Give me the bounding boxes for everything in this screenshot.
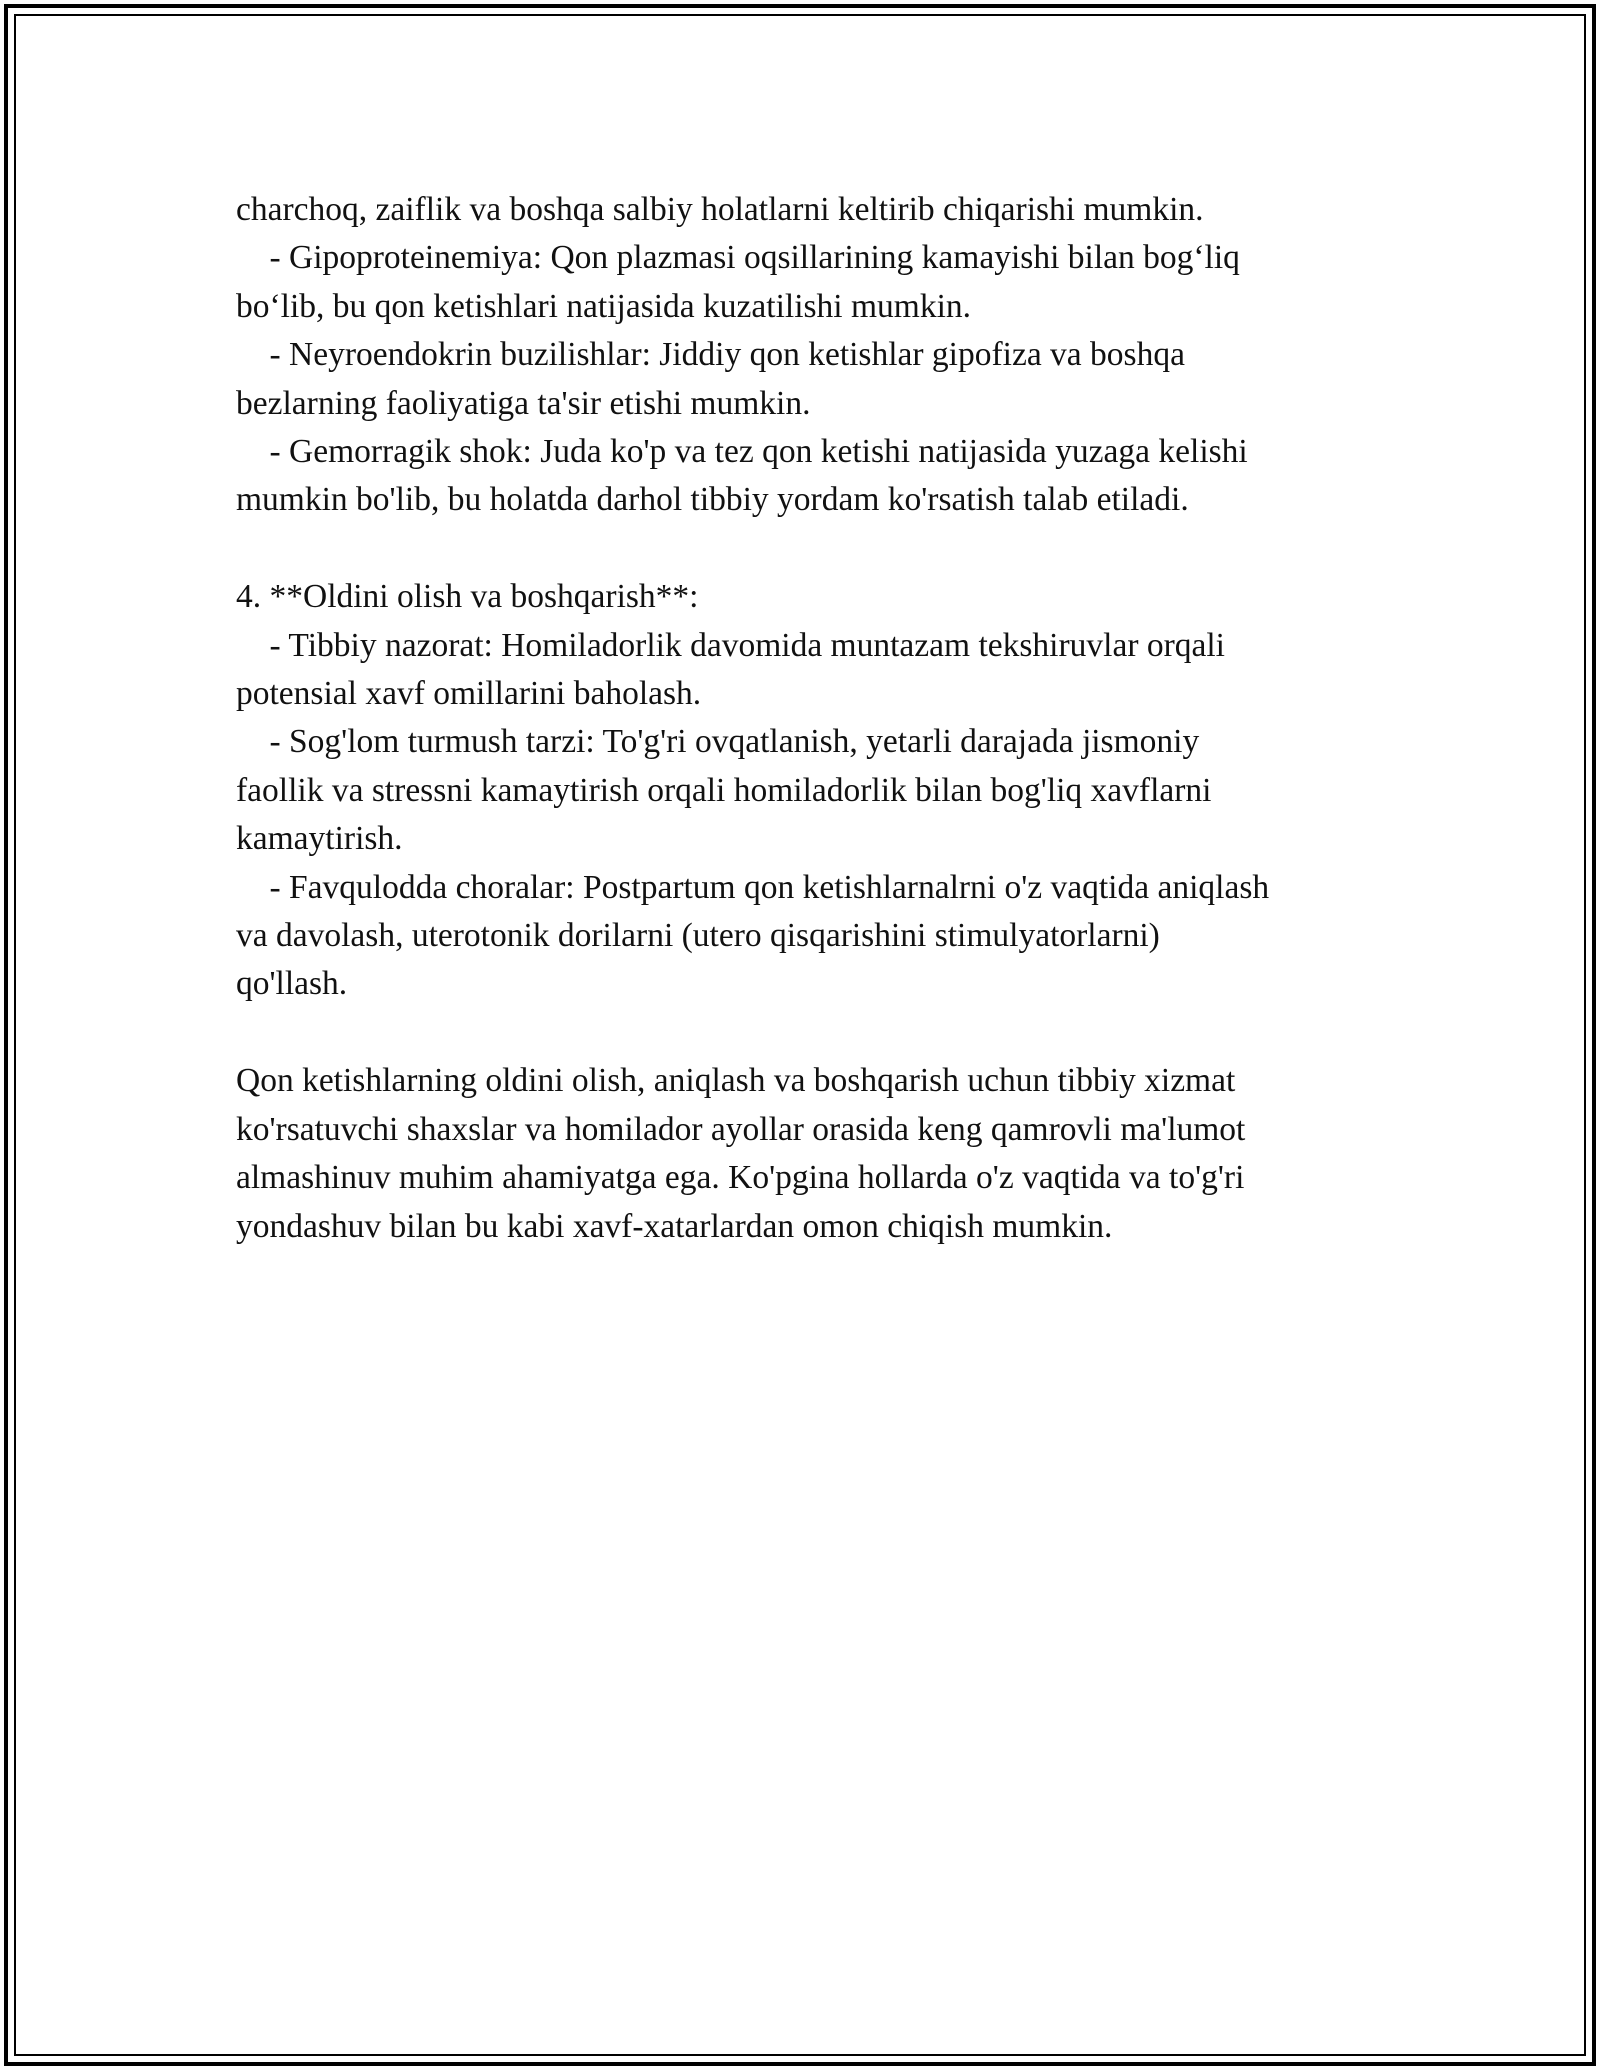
text-line: ko'rsatuvchi shaxslar va homilador ayollar orasida keng qamrovli ma'lumot xyxy=(236,1110,1246,1148)
text-line: va davolash, uterotonik dorilarni (utero qisqarishini stimulyatorlarni) xyxy=(236,917,1160,955)
text-line: - Neyroendokrin buzilishlar: Jiddiy qon ketishlar gipofiza va boshqa xyxy=(236,336,1185,374)
text-line: mumkin bo'lib, bu holatda darhol tibbiy yordam ko'rsatish talab etiladi. xyxy=(236,481,1189,519)
section-heading: 4. **Oldini olish va boshqarish**: xyxy=(236,578,699,616)
blank-line xyxy=(236,1009,1396,1057)
text-line: kamaytirish. xyxy=(236,820,403,858)
text-line: Qon ketishlarning oldini olish, aniqlash va boshqarish uchun tibbiy xizmat xyxy=(236,1062,1236,1100)
text-line: - Tibbiy nazorat: Homiladorlik davomida muntazam tekshiruvlar orqali xyxy=(236,626,1225,664)
text-line: - Sog'lom turmush tarzi: To'g'ri ovqatlanish, yetarli darajada jismoniy xyxy=(236,723,1200,761)
text-line: bo‘lib, bu qon ketishlari natijasida kuzatilishi mumkin. xyxy=(236,287,972,325)
text-line: qo'llash. xyxy=(236,965,348,1003)
text-line: charchoq, zaiflik va boshqa salbiy holatlarni keltirib chiqarishi mumkin. xyxy=(236,191,1204,228)
blank-line xyxy=(236,525,1396,573)
document-body xyxy=(236,186,1396,1251)
text-line: faollik va stressni kamaytirish orqali homiladorlik bilan bog'liq xavflarni xyxy=(236,771,1212,809)
text-line: bezlarning faoliyatiga ta'sir etishi mumkin. xyxy=(236,384,811,422)
text-line: - Gemorragik shok: Juda ko'p va tez qon ketishi natijasida yuzaga kelishi xyxy=(236,433,1248,471)
text-line: yondashuv bilan bu kabi xavf-xatarlardan omon chiqish mumkin. xyxy=(236,1207,1113,1245)
text-line: almashinuv muhim ahamiyatga ega. Ko'pgina hollarda o'z vaqtida va to'g'ri xyxy=(236,1159,1245,1197)
text-line: - Gipoproteinemiya: Qon plazmasi oqsillarining kamayishi bilan bog‘liq xyxy=(236,239,1240,277)
text-line: potensial xavf omillarini baholash. xyxy=(236,675,702,713)
text-line: - Favqulodda choralar: Postpartum qon ketishlarnalrni o'z vaqtida aniqlash xyxy=(236,868,1270,906)
